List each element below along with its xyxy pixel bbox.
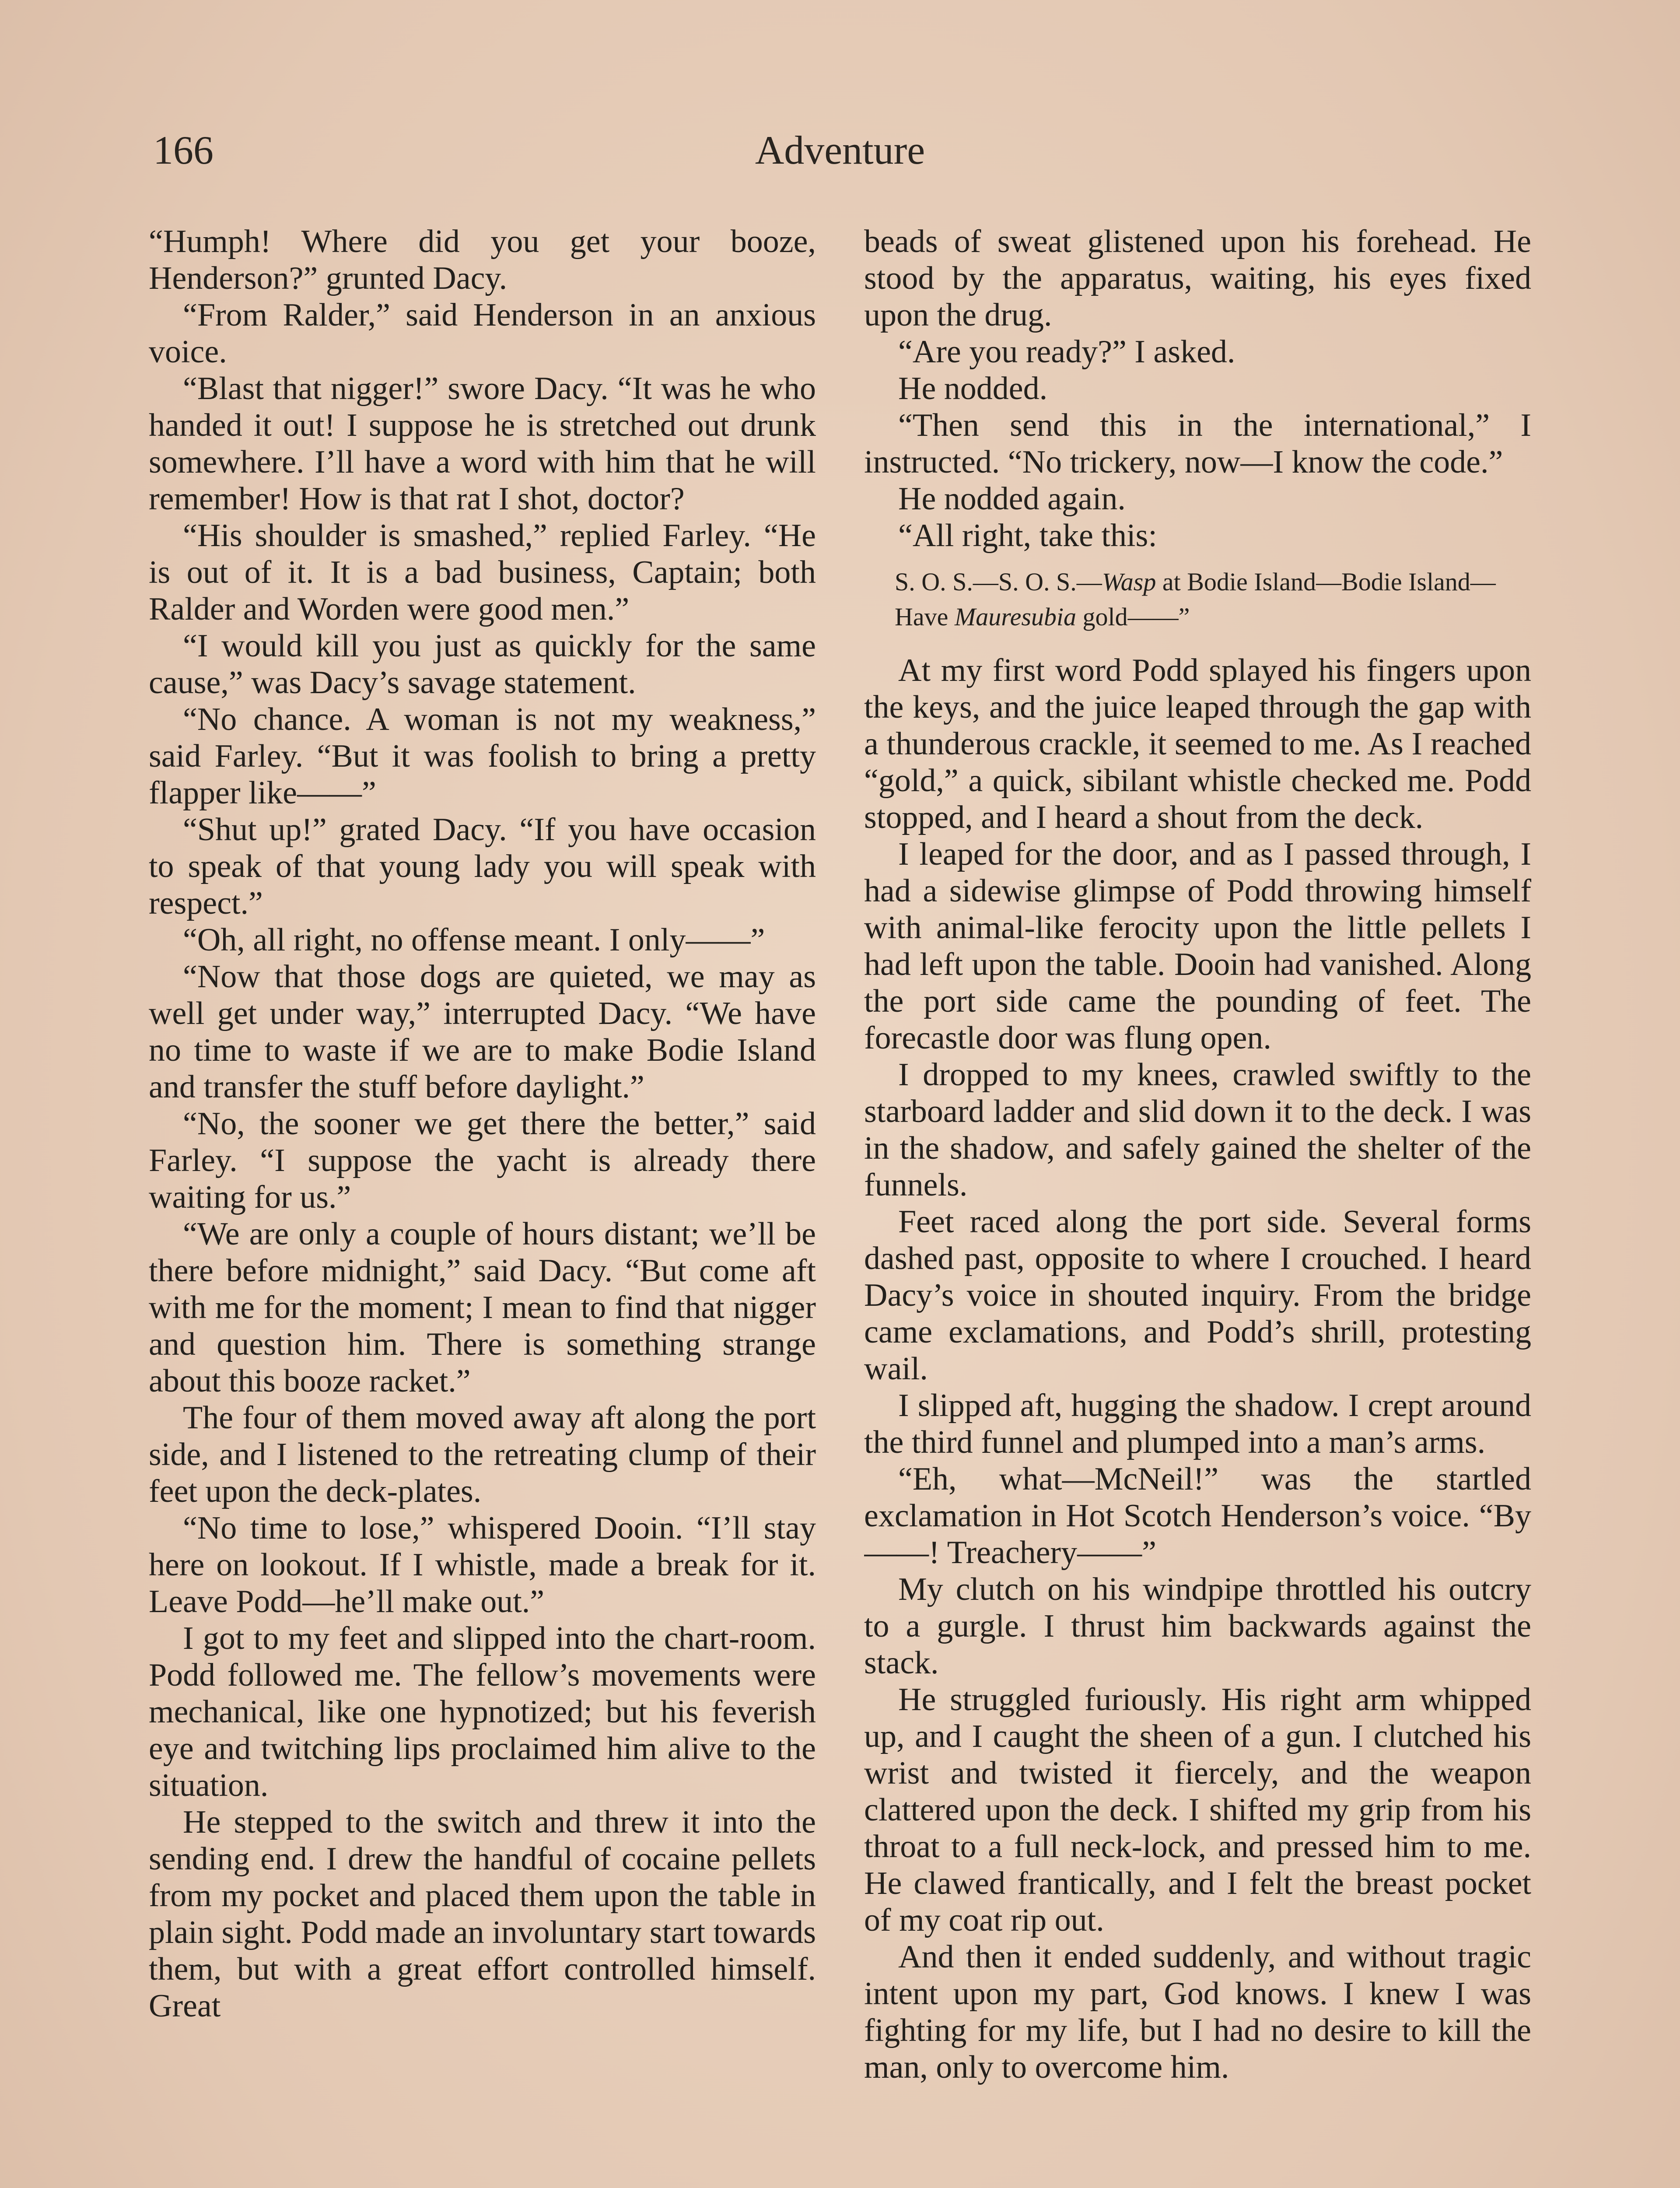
right-column bbox=[864, 223, 1531, 2188]
page-header bbox=[149, 127, 1531, 188]
paragraph: “Eh, what—McNeil!” was the startled exclamation in Hot Scotch Henderson’s voice. “By ——! Treachery——” bbox=[864, 1461, 1531, 1571]
paragraph: “Are you ready?” I asked. bbox=[898, 334, 1236, 370]
paragraph: I got to my feet and slipped into the chart-room. Podd followed me. The fellow’s movements were mechanical, like one hypnotized; but his feverish eye and twitching lips proclaimed him alive to the situation. bbox=[149, 1620, 816, 1803]
text-columns bbox=[149, 223, 1531, 2188]
paragraph: “Oh, all right, no offense meant. I only——” bbox=[183, 922, 765, 958]
paragraph: “We are only a couple of hours distant; we’ll be there before midnight,” said Dacy. “But come aft with me for the moment; I mean to find that nigger and question him. There is something strange about this booze racket.” bbox=[149, 1216, 816, 1399]
ship-name: Wasp bbox=[1102, 568, 1156, 596]
paragraph: “Shut up!” grated Dacy. “If you have occasion to speak of that young lady you will speak with respect.” bbox=[149, 812, 816, 921]
paragraph: Feet raced along the port side. Several forms dashed past, opposite to where I crouched. I heard Dacy’s voice in shouted inquiry. From the bridge came exclamations, and Podd’s shrill, protesting wail. bbox=[864, 1204, 1531, 1387]
paragraph: And then it ended suddenly, and without tragic intent upon my part, God knows. I knew I was fighting for my life, but I had no desire to kill the man, only to overcome him. bbox=[864, 1939, 1531, 2085]
paragraph: “Now that those dogs are quieted, we may as well get under way,” interrupted Dacy. “We have no time to waste if we are to make Bodie Island and transfer the stuff before daylight.” bbox=[149, 959, 816, 1105]
page-number: 166 bbox=[153, 128, 214, 172]
paragraph: “His shoulder is smashed,” replied Farley. “He is out of it. It is a bad business, Captain; both Ralder and Worden were good men.” bbox=[149, 518, 816, 627]
paragraph: “No chance. A woman is not my weakness,” said Farley. “But it was foolish to bring a pretty flapper like——” bbox=[149, 701, 816, 811]
paragraph: “No time to lose,” whispered Dooin. “I’ll stay here on lookout. If I whistle, made a break for it. Leave Podd—he’ll make out.” bbox=[149, 1510, 816, 1620]
paragraph: “No, the sooner we get there the better,” said Farley. “I suppose the yacht is already there waiting for us.” bbox=[149, 1106, 816, 1215]
radio-message bbox=[864, 565, 1531, 635]
paragraph: “Blast that nigger!” swore Dacy. “It was he who handed it out! I suppose he is stretched out drunk somewhere. I’ll have a word with him that he will remember! How is that rat I shot, doctor? bbox=[149, 371, 816, 517]
treasure-name: Mauresubia bbox=[954, 603, 1077, 631]
message-text: gold——” bbox=[1076, 603, 1190, 631]
running-title: Adventure bbox=[755, 128, 925, 172]
paragraph: beads of sweat glistened upon his forehead. He stood by the apparatus, waiting, his eyes fixed upon the drug. bbox=[864, 224, 1531, 333]
paragraph: “All right, take this: bbox=[898, 518, 1157, 554]
message-text: at Bodie Island—Bodie Island—Have bbox=[895, 568, 1496, 631]
paragraph: He nodded. bbox=[898, 371, 1048, 407]
paragraph: “Humph! Where did you get your booze, Henderson?” grunted Dacy. bbox=[149, 224, 816, 296]
paragraph: At my first word Podd splayed his fingers upon the keys, and the juice leaped through the gap with a thunderous crackle, it seemed to me. As I reached “gold,” a quick, sibilant whistle checked me. Podd stopped, and I heard a shout from the deck. bbox=[864, 652, 1531, 835]
paragraph: My clutch on his windpipe throttled his outcry to a gurgle. I thrust him backwards against the stack. bbox=[864, 1571, 1531, 1681]
paragraph: I dropped to my knees, crawled swiftly to the starboard ladder and slid down it to the deck. I was in the shadow, and safely gained the shelter of the funnels. bbox=[864, 1057, 1531, 1203]
left-column bbox=[149, 223, 816, 2188]
paragraph: “I would kill you just as quickly for the same cause,” was Dacy’s savage statement. bbox=[149, 628, 816, 701]
paragraph: I leaped for the door, and as I passed through, I had a sidewise glimpse of Podd throwing himself with animal-like ferocity upon the little pellets I had left upon the table. Dooin had vanished. Along the port side came the pounding of feet. The forecastle door was flung open. bbox=[864, 836, 1531, 1056]
paragraph: He stepped to the switch and threw it into the sending end. I drew the handful of cocaine pellets from my pocket and placed them upon the table in plain sight. Podd made an involuntary start towards them, but with a great effort controlled himself. Great bbox=[149, 1804, 816, 2024]
message-text: S. O. S.—S. O. S.— bbox=[895, 568, 1102, 596]
paragraph: “Then send this in the international,” I instructed. “No trickery, now—I know the code.” bbox=[864, 407, 1531, 480]
paragraph: “From Ralder,” said Henderson in an anxious voice. bbox=[149, 297, 816, 370]
paragraph: I slipped aft, hugging the shadow. I crept around the third funnel and plumped into a man’s arms. bbox=[864, 1388, 1531, 1460]
paragraph: He struggled furiously. His right arm whipped up, and I caught the sheen of a gun. I clutched his wrist and twisted it fiercely, and the weapon clattered upon the deck. I shifted my grip from his throat to a full neck-lock, and pressed him to me. He clawed frantically, and I felt the breast pocket of my coat rip out. bbox=[864, 1682, 1531, 1938]
paragraph: The four of them moved away aft along the port side, and I listened to the retreating clump of their feet upon the deck-plates. bbox=[149, 1400, 816, 1509]
paragraph: He nodded again. bbox=[898, 481, 1126, 517]
